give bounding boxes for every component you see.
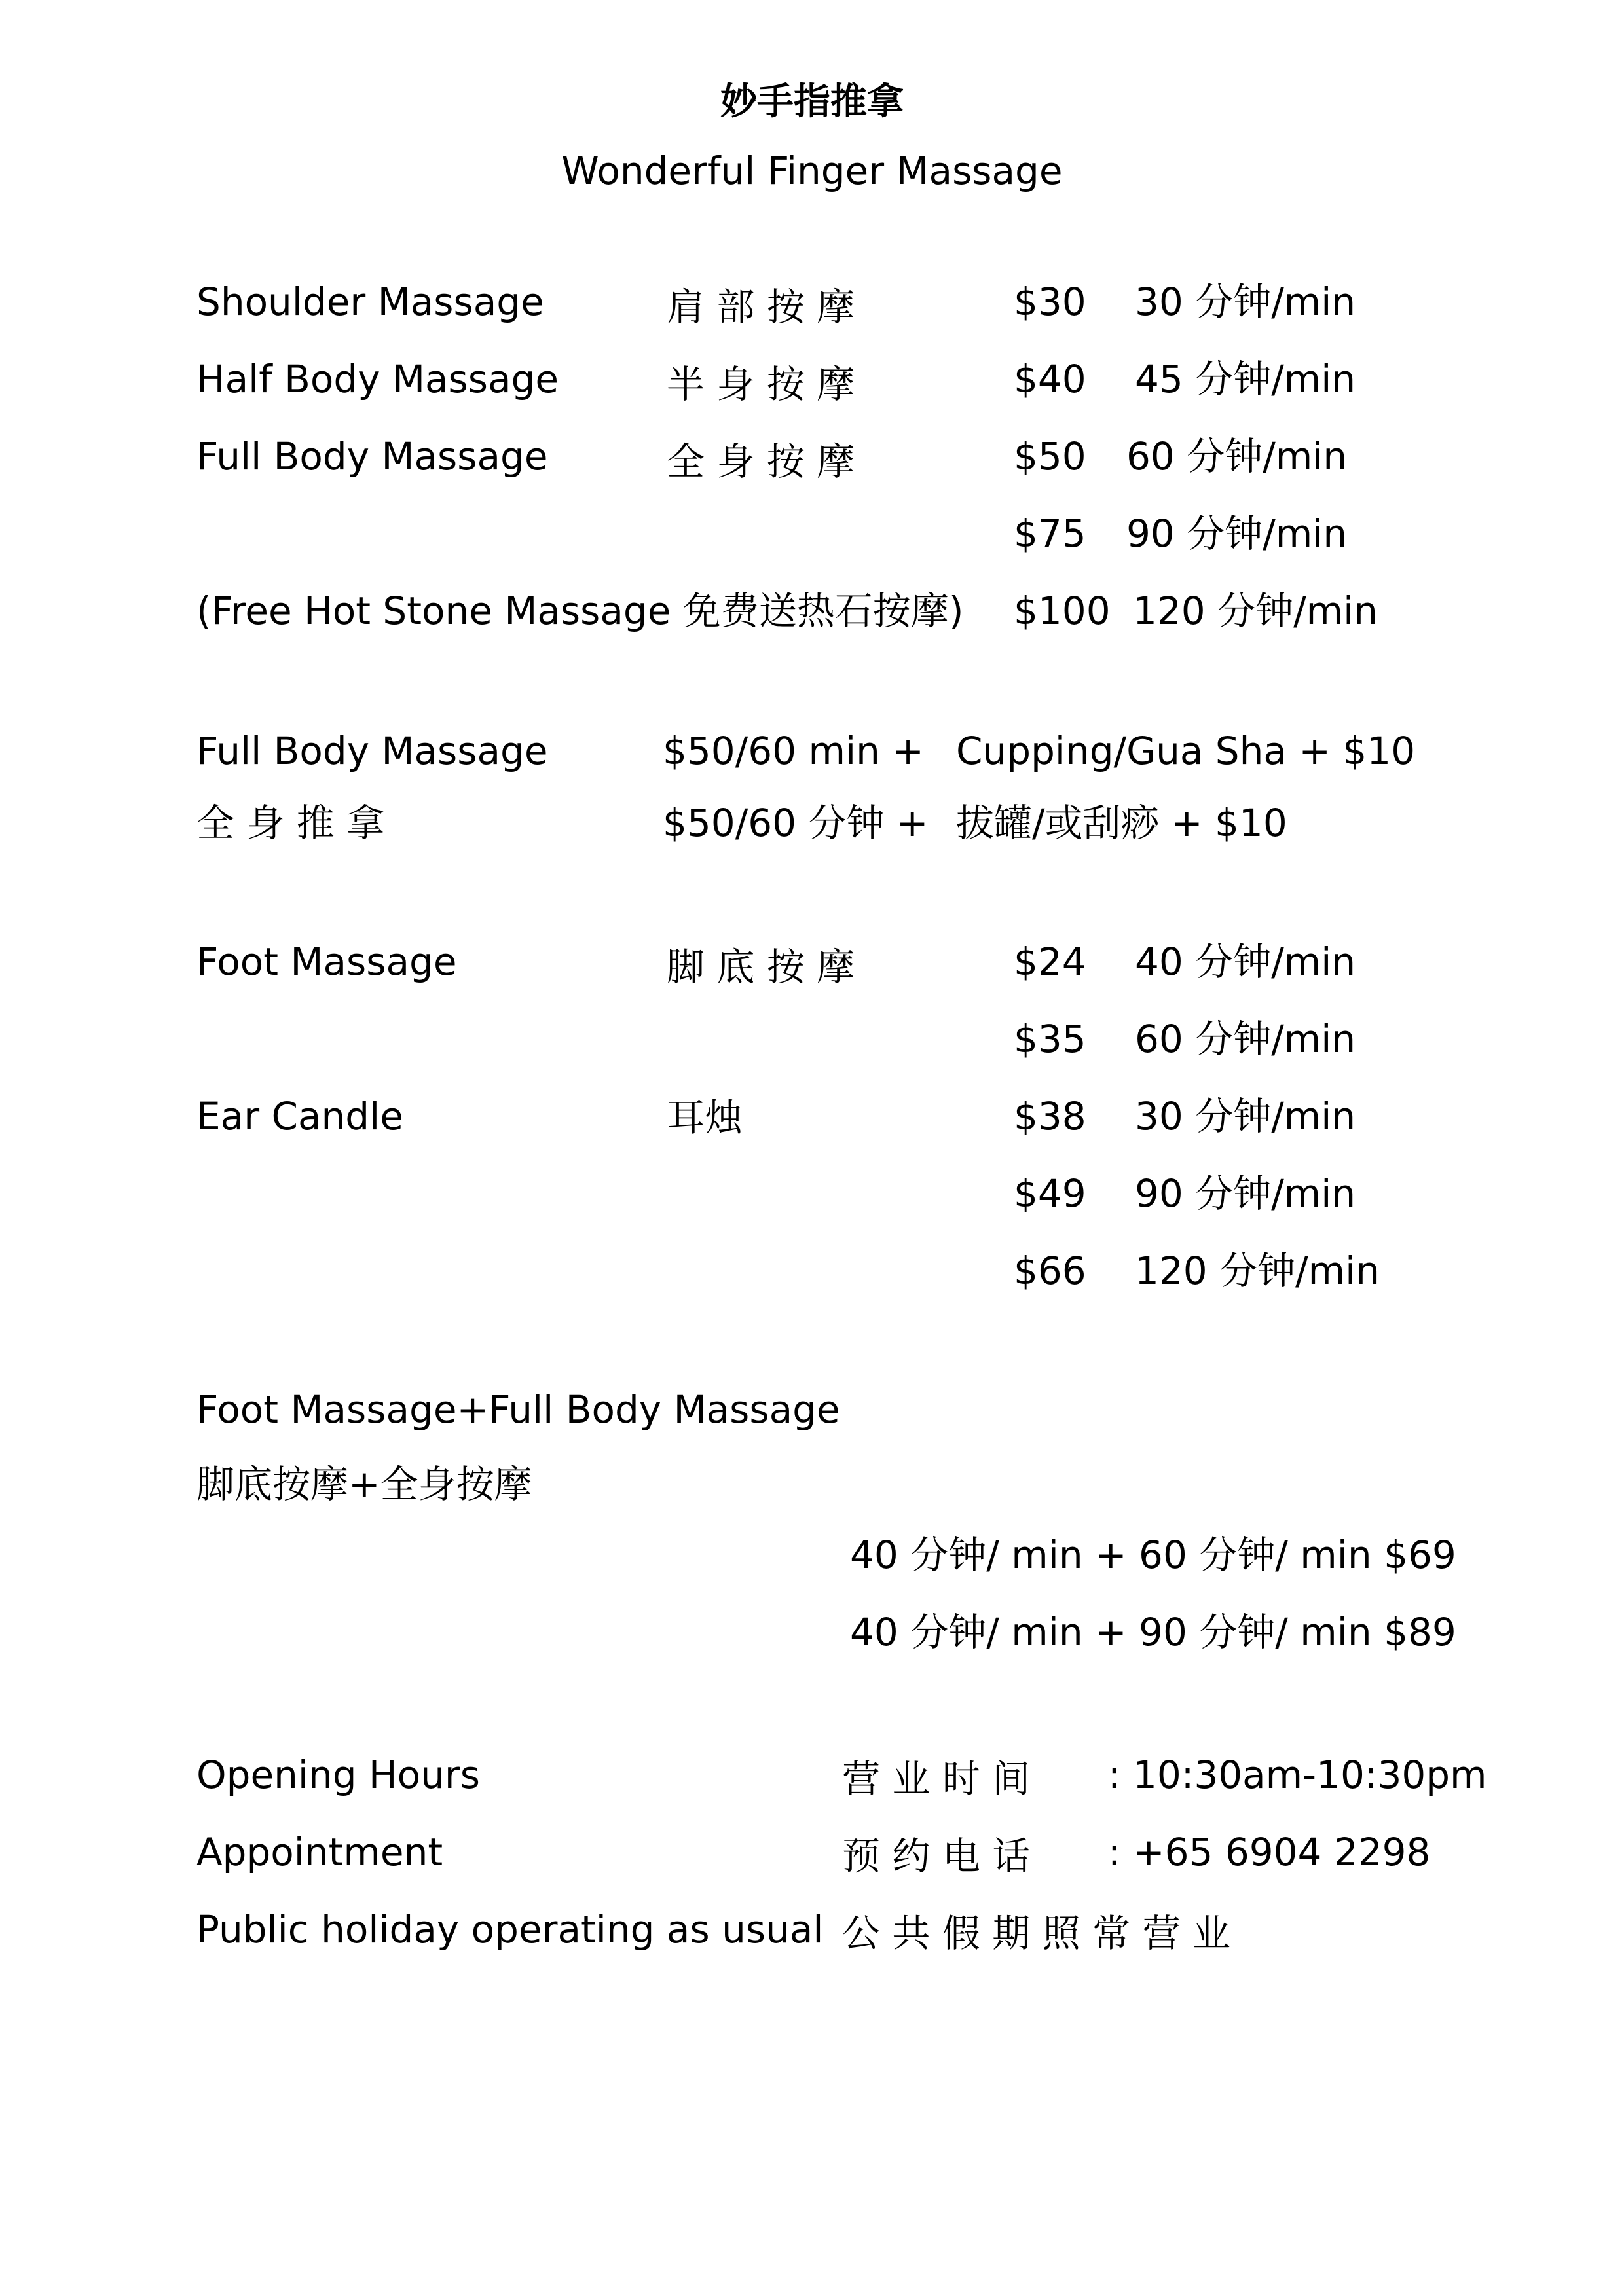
ear-duration-2: 90 分钟/min	[1135, 1171, 1356, 1216]
combo-option-2: 40 分钟/ min + 90 分钟/ min $89	[850, 1610, 1456, 1654]
cupping-name-en: Full Body Massage	[196, 729, 548, 773]
ear-name-zh: 耳烛	[667, 1095, 743, 1140]
full-body-90-duration: 90 分钟/min	[1126, 511, 1348, 556]
cupping-addon-en: Cupping/Gua Sha + $10	[956, 729, 1416, 773]
full-body-90-price: $75	[1014, 511, 1086, 556]
combo-name-zh: 脚底按摩+全身按摩	[196, 1462, 532, 1506]
foot-name-zh: 脚 底 按 摩	[667, 945, 855, 989]
foot-name-en: Foot Massage	[196, 939, 457, 984]
ear-price-1: $38	[1014, 1094, 1086, 1139]
appointment-label-en: Appointment	[196, 1830, 443, 1874]
combo-name-en: Foot Massage+Full Body Massage	[196, 1387, 840, 1432]
shop-title-chinese: 妙手指推拿	[720, 81, 904, 123]
foot-duration-1: 40 分钟/min	[1135, 939, 1356, 984]
hot-stone-note: (Free Hot Stone Massage 免费送热石按摩)	[196, 589, 964, 633]
shop-title-english: Wonderful Finger Massage	[561, 149, 1063, 193]
full-body-name-zh: 全 身 按 摩	[667, 439, 855, 484]
opening-hours-value: : 10:30am-10:30pm	[1108, 1753, 1487, 1797]
hot-stone-duration: 120 分钟/min	[1133, 589, 1378, 633]
holiday-note-zh: 公 共 假 期 照 常 营 业	[842, 1911, 1231, 1956]
shoulder-price: $30	[1014, 280, 1086, 324]
foot-price-2: $35	[1014, 1017, 1086, 1061]
shoulder-name-en: Shoulder Massage	[196, 280, 544, 324]
ear-duration-1: 30 分钟/min	[1135, 1094, 1356, 1139]
combo-option-1: 40 分钟/ min + 60 分钟/ min $69	[850, 1533, 1456, 1577]
ear-price-2: $49	[1014, 1171, 1086, 1216]
cupping-addon-zh: 拔罐/或刮痧 + $10	[956, 801, 1287, 845]
hot-stone-price: $100	[1014, 589, 1111, 633]
foot-duration-2: 60 分钟/min	[1135, 1017, 1356, 1061]
ear-name-en: Ear Candle	[196, 1094, 403, 1139]
cupping-name-zh: 全 身 推 拿	[196, 801, 385, 845]
opening-hours-label-en: Opening Hours	[196, 1753, 480, 1797]
holiday-note-en: Public holiday operating as usual	[196, 1907, 824, 1952]
foot-price-1: $24	[1014, 939, 1086, 984]
appointment-label-zh: 预 约 电 话	[842, 1834, 1031, 1878]
full-body-name-en: Full Body Massage	[196, 434, 548, 479]
opening-hours-label-zh: 营 业 时 间	[842, 1757, 1031, 1801]
ear-duration-3: 120 分钟/min	[1135, 1248, 1380, 1293]
appointment-phone: : +65 6904 2298	[1108, 1830, 1431, 1874]
full-body-price: $50	[1014, 434, 1086, 479]
cupping-price-zh: $50/60 分钟 +	[663, 801, 929, 845]
half-body-price: $40	[1014, 357, 1086, 401]
full-body-duration: 60 分钟/min	[1126, 434, 1348, 479]
ear-price-3: $66	[1014, 1248, 1086, 1293]
shoulder-name-zh: 肩 部 按 摩	[667, 285, 855, 329]
half-body-name-zh: 半 身 按 摩	[667, 362, 855, 407]
shoulder-duration: 30 分钟/min	[1135, 280, 1356, 324]
half-body-name-en: Half Body Massage	[196, 357, 559, 401]
half-body-duration: 45 分钟/min	[1135, 357, 1356, 401]
cupping-price-en: $50/60 min +	[663, 729, 924, 773]
